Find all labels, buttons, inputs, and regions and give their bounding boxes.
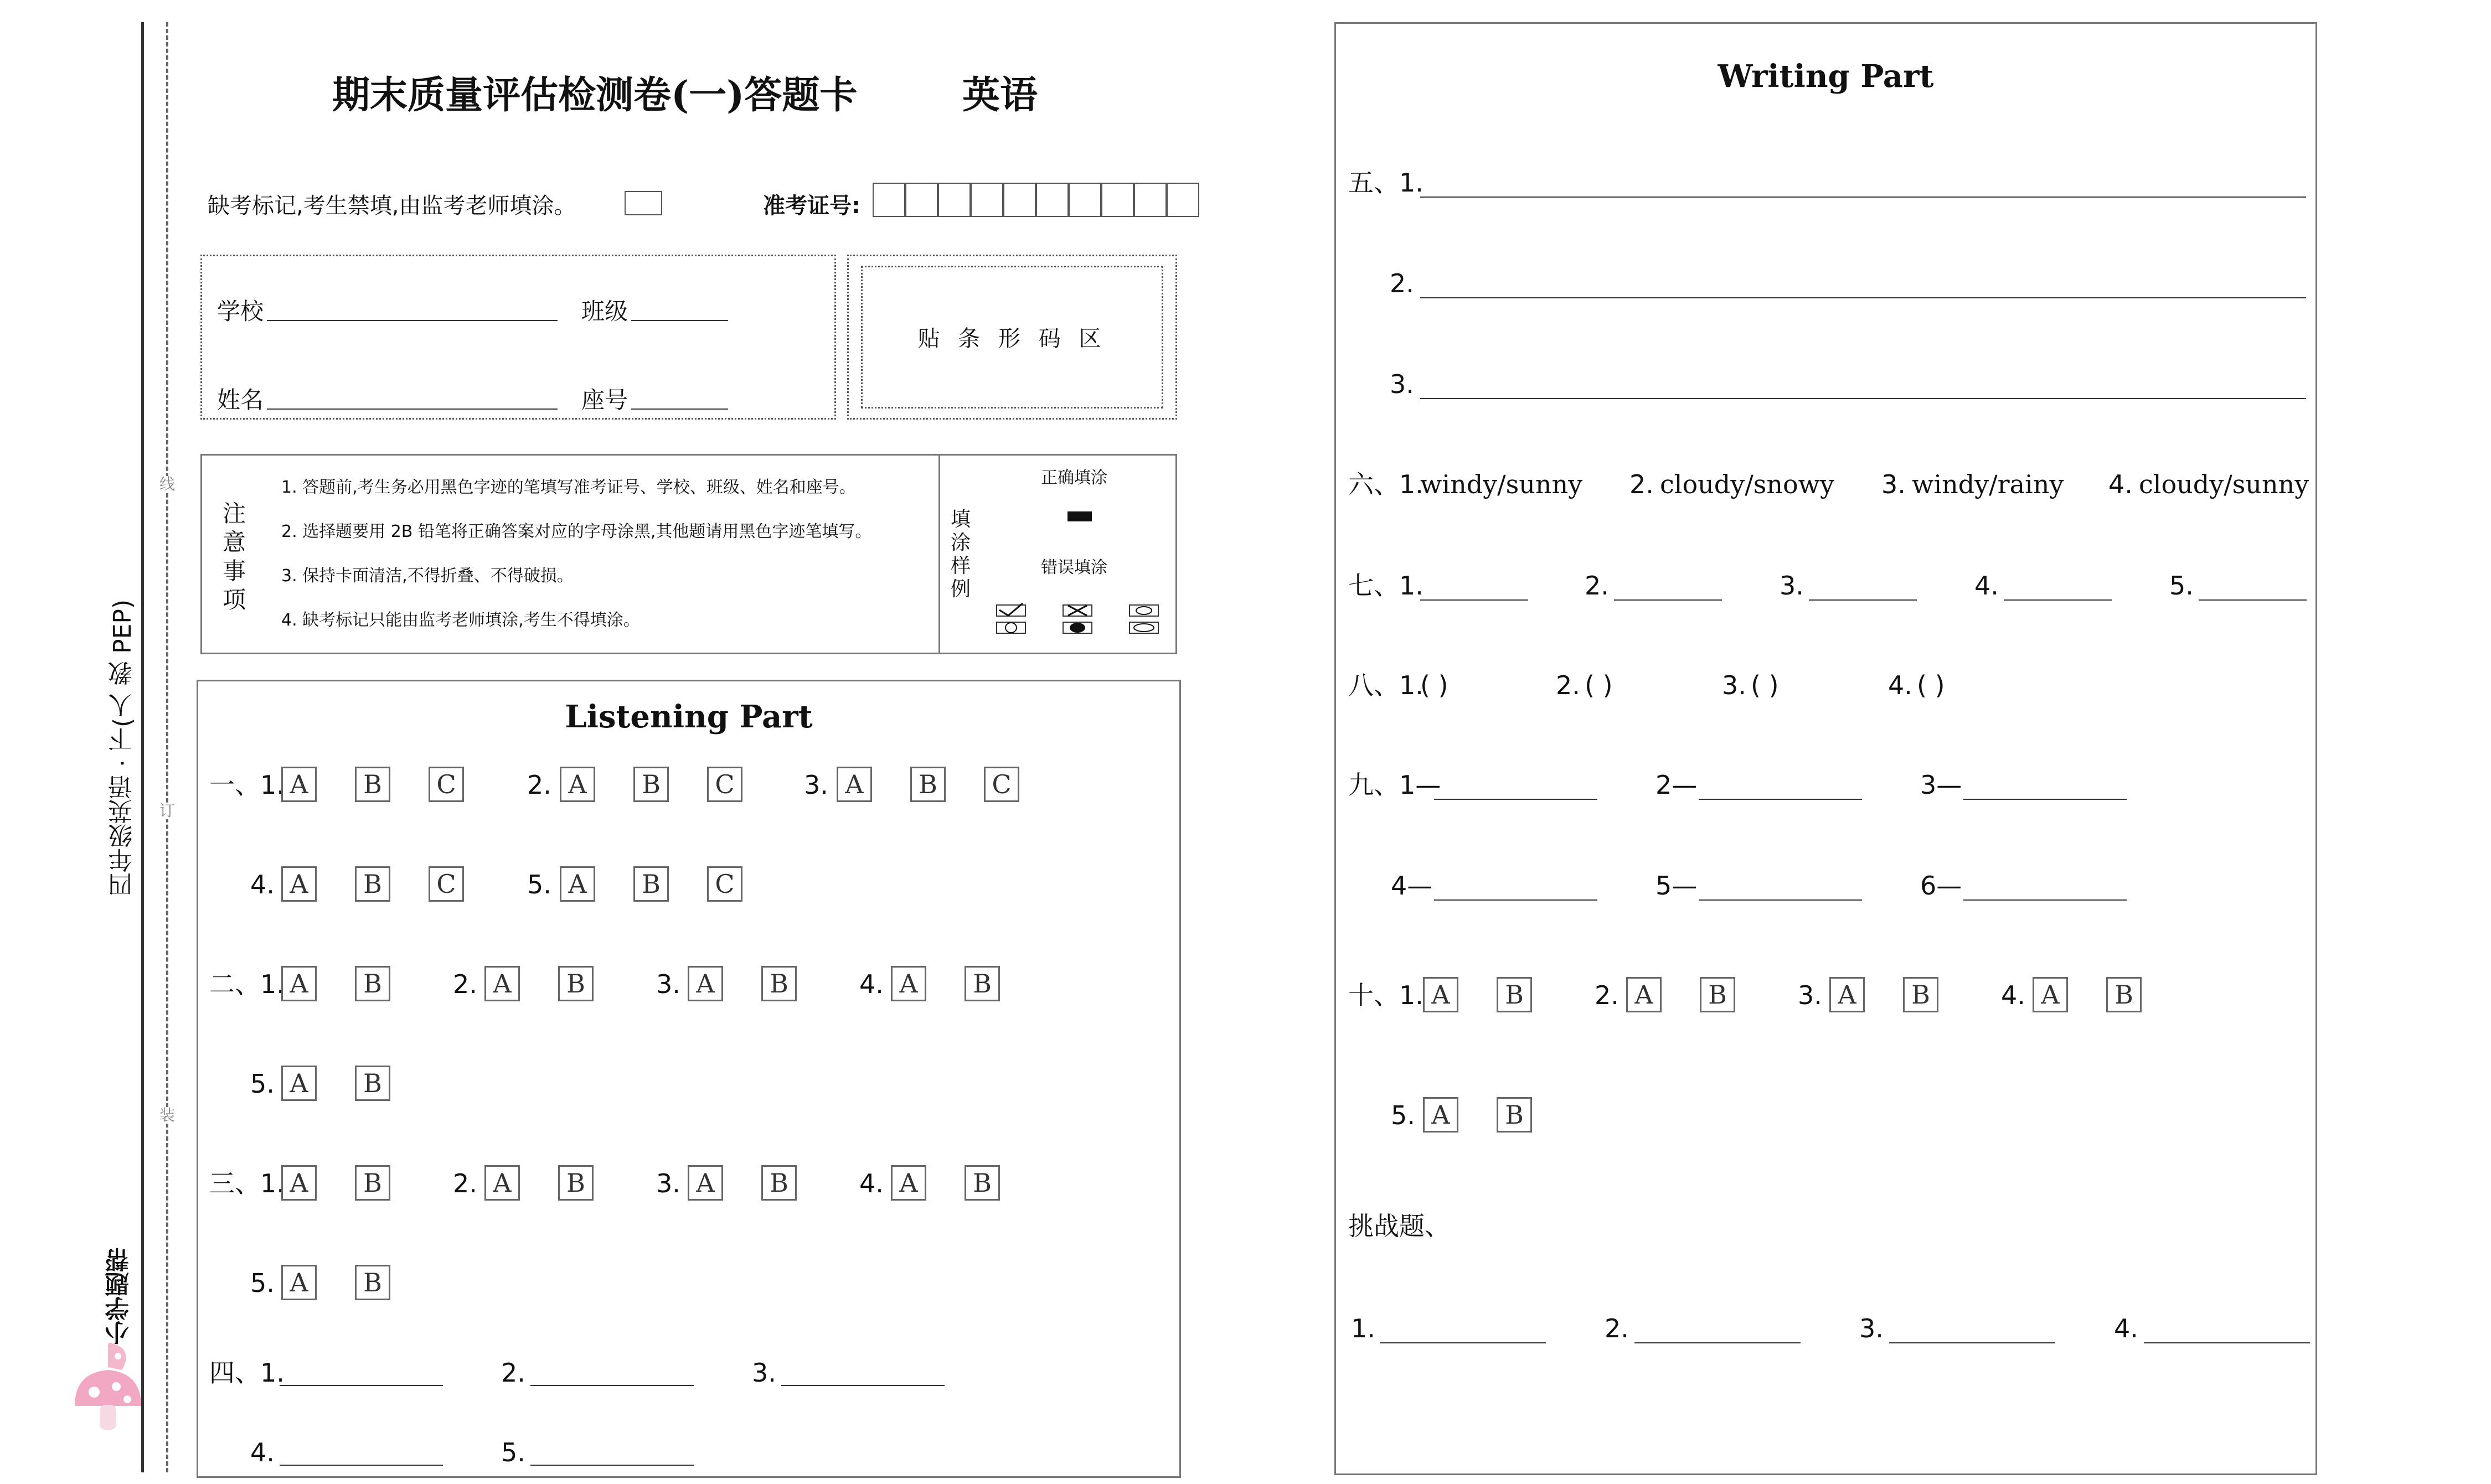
w8-q1-paren[interactable]: ( ) [1420,670,1448,700]
w10-q3-b[interactable]: B [1903,977,1938,1012]
l2-q1-b[interactable]: B [355,966,390,1001]
w6-q4-num: 4. [2108,469,2133,499]
l3-q1-b[interactable]: B [355,1165,390,1201]
w5-q2-num: 2. [1390,268,1414,298]
w9-q2-field[interactable] [1699,799,1862,800]
w10-q4-b[interactable]: B [2106,977,2142,1012]
challenge-q3-field[interactable] [1889,1342,2055,1343]
l3-q4-b[interactable]: B [965,1165,1000,1201]
w9-q2-num: 2— [1655,770,1698,800]
l1-q1-b[interactable]: B [355,767,390,802]
l3-q3-num: 3. [656,1168,680,1198]
w5-q3-num: 3. [1390,369,1414,399]
w7-q3-field[interactable] [1809,599,1917,601]
l3-q4-num: 4. [859,1168,884,1198]
binding-dashed-line [166,22,168,1472]
w6-q4-options: cloudy/sunny [2139,469,2309,499]
w6-q3-options: windy/rainy [1912,469,2064,499]
l1-q2-b[interactable]: B [633,767,669,802]
w5-q1-field[interactable] [1420,197,2306,198]
w5-q2-field[interactable] [1420,297,2306,298]
l1-q1-a[interactable]: A [281,767,317,802]
barcode-label: 贴 条 形 码 区 [917,326,1107,351]
wrong-fill-label: 错误填涂 [1041,558,1107,577]
l2-q4-num: 4. [859,969,884,999]
w10-q5-a[interactable]: A [1423,1097,1458,1133]
w10-q1-a[interactable]: A [1423,977,1458,1012]
note-2: 2. 选择题要用 2B 铅笔将正确答案对应的字母涂黑,其他题请用黑色字迹笔填写。 [281,522,872,541]
challenge-title: 挑战题、 [1348,1211,1450,1241]
absent-note: 缺考标记,考生禁填,由监考老师填涂。 [208,193,576,219]
l1-q4-num: 4. [250,870,275,899]
note-4: 4. 缺考标记只能由监考老师填涂,考生不得填涂。 [281,611,640,630]
w7-q1-field[interactable] [1420,599,1528,601]
section-6-q1: 六、1. [1348,469,1424,499]
l2-q3-a[interactable]: A [688,966,723,1001]
l1-q2-a[interactable]: A [560,767,595,802]
w5-q3-field[interactable] [1420,398,2306,399]
l4-q3-num: 3. [752,1358,776,1388]
challenge-q2-num: 2. [1605,1314,1629,1343]
l2-q2-a[interactable]: A [484,966,520,1001]
l3-q5-a[interactable]: A [281,1265,317,1300]
w9-q4-field[interactable] [1434,899,1597,901]
l4-q2-field[interactable] [530,1385,694,1386]
l2-q4-b[interactable]: B [965,966,1000,1001]
name-label: 姓名 [217,386,264,413]
w6-q2-num: 2. [1629,469,1654,499]
w9-q6-num: 6— [1920,871,1962,901]
challenge-q1-num: 1. [1351,1314,1375,1343]
class-label: 班级 [581,298,628,325]
w10-q2-num: 2. [1595,980,1619,1010]
l3-q5-b[interactable]: B [355,1265,390,1300]
seat-field[interactable] [631,409,728,410]
absent-mark-box[interactable] [625,191,662,215]
w7-q4-num: 4. [1974,571,1999,601]
note-1: 1. 答题前,考生务必用黑色字迹的笔填写准考证号、学校、班级、姓名和座号。 [281,478,856,497]
section-3-q1: 三、1. [209,1168,285,1198]
w10-q4-a[interactable]: A [2033,977,2068,1012]
l1-q5-b[interactable]: B [633,866,669,902]
book-label: 四年级英语 · 下(人 教 PEP) [109,599,137,897]
seat-label: 座号 [581,386,628,413]
section-5-q1: 五、1. [1348,168,1424,198]
challenge-q4-num: 4. [2114,1314,2138,1343]
w8-q4-paren[interactable]: ( ) [1917,670,1945,700]
notes-divider [938,454,940,654]
l1-q5-c[interactable]: C [707,866,742,902]
w9-q6-field[interactable] [1963,899,2127,901]
l4-q5-num: 5. [501,1438,525,1467]
l4-q4-field[interactable] [280,1465,443,1466]
page-title: 期末质量评估检测卷(一)答题卡 [332,73,858,117]
l1-q2-c[interactable]: C [707,767,742,802]
section-7-q1: 七、1. [1348,571,1424,601]
l3-q3-b[interactable]: B [761,1165,797,1201]
l1-q4-c[interactable]: C [429,866,464,902]
l1-q3-a[interactable]: A [837,767,872,802]
exam-id-label: 准考证号: [763,193,860,219]
challenge-q4-field[interactable] [2144,1342,2310,1343]
w7-q2-field[interactable] [1614,599,1722,601]
l1-q3-b[interactable]: B [910,767,946,802]
l2-q1-a[interactable]: A [281,966,317,1001]
w7-q3-num: 3. [1780,571,1804,601]
w9-q4-num: 4— [1391,871,1433,901]
w9-q5-field[interactable] [1699,899,1862,901]
listening-title: Listening Part [565,699,813,735]
challenge-q1-field[interactable] [1380,1342,1546,1343]
brand-label: 小学题帮 [105,1248,133,1345]
w10-q3-a[interactable]: A [1829,977,1865,1012]
binding-mark-bind: 装 [159,1106,176,1124]
l3-q2-b[interactable]: B [558,1165,594,1201]
l2-q5-a[interactable]: A [281,1066,317,1101]
writing-panel [1334,22,2317,1475]
mushroom-logo-icon [69,1340,147,1439]
class-field[interactable] [631,320,728,321]
l1-q2-num: 2. [527,770,551,800]
w9-q5-num: 5— [1655,871,1698,901]
l4-q2-num: 2. [501,1358,525,1388]
w8-q2-num: 2. [1556,670,1580,700]
w10-q5-b[interactable]: B [1497,1097,1532,1133]
w6-q3-num: 3. [1881,469,1906,499]
l2-q2-num: 2. [453,969,477,999]
school-label: 学校 [217,298,264,325]
correct-fill-label: 正确填涂 [1041,468,1107,488]
l3-q5-num: 5. [250,1268,275,1298]
l2-q3-b[interactable]: B [761,966,797,1001]
w6-q2-options: cloudy/snowy [1660,469,1835,499]
challenge-q3-num: 3. [1859,1314,1884,1343]
student-info-box [200,255,836,420]
notes-title: 注意事项 [222,500,246,613]
w8-q3-num: 3. [1722,670,1746,700]
w6-q1-options: windy/sunny [1420,469,1583,499]
l3-q1-a[interactable]: A [281,1165,317,1201]
wrong-fill-samples [994,602,1160,637]
l1-q4-b[interactable]: B [355,866,390,902]
note-3: 3. 保持卡面清洁,不得折叠、不得破损。 [281,566,574,586]
correct-fill-sample [1067,511,1092,521]
section-9-q1: 九、1— [1348,770,1441,800]
binding-solid-line [141,22,144,1472]
w8-q3-paren[interactable]: ( ) [1751,670,1779,700]
w10-q4-num: 4. [2001,980,2025,1010]
subject-title: 英语 [962,73,1038,117]
binding-mark-line: 线 [159,475,176,493]
l4-q3-field[interactable] [781,1385,945,1386]
section-4-q1: 四、1. [209,1358,285,1388]
w8-q4-num: 4. [1888,670,1912,700]
l1-q3-c[interactable]: C [984,767,1019,802]
l3-q2-num: 2. [453,1168,477,1198]
l1-q4-a[interactable]: A [281,866,317,902]
l1-q5-num: 5. [527,870,551,899]
l2-q5-b[interactable]: B [355,1066,390,1101]
l1-q3-num: 3. [804,770,828,800]
w10-q2-b[interactable]: B [1700,977,1735,1012]
w7-q5-num: 5. [2169,571,2194,601]
l2-q5-num: 5. [250,1069,275,1099]
w9-q1-field[interactable] [1434,799,1597,800]
w7-q5-field[interactable] [2199,599,2307,601]
l2-q2-b[interactable]: B [558,966,594,1001]
w10-q5-num: 5. [1391,1100,1415,1130]
l3-q4-a[interactable]: A [891,1165,926,1201]
binding-mark-staple: 订 [159,802,176,820]
l4-q5-field[interactable] [530,1465,694,1466]
w7-q2-num: 2. [1585,571,1609,601]
w7-q4-field[interactable] [2004,599,2112,601]
name-field[interactable] [267,409,558,410]
challenge-q2-field[interactable] [1634,1342,1801,1343]
listening-panel [197,680,1181,1478]
school-field[interactable] [267,320,558,321]
section-8-q1: 八、1. [1348,670,1424,700]
section-2-q1: 二、1. [209,969,285,999]
w10-q2-a[interactable]: A [1626,977,1662,1012]
l1-q5-a[interactable]: A [560,866,595,902]
w10-q1-b[interactable]: B [1497,977,1532,1012]
fill-sample-title: 填涂样例 [950,508,971,601]
section-10-q1: 十、1. [1348,980,1424,1010]
l2-q3-num: 3. [656,969,680,999]
l3-q3-a[interactable]: A [688,1165,723,1201]
w10-q3-num: 3. [1798,980,1822,1010]
l1-q1-c[interactable]: C [429,767,464,802]
w9-q3-num: 3— [1920,770,1962,800]
l3-q2-a[interactable]: A [484,1165,520,1201]
writing-title: Writing Part [1718,58,1934,95]
w9-q3-field[interactable] [1963,799,2127,800]
w8-q2-paren[interactable]: ( ) [1585,670,1613,700]
l4-q1-field[interactable] [280,1385,443,1386]
section-1-q1: 一、1. [209,770,285,800]
l4-q4-num: 4. [250,1438,275,1467]
l2-q4-a[interactable]: A [891,966,926,1001]
